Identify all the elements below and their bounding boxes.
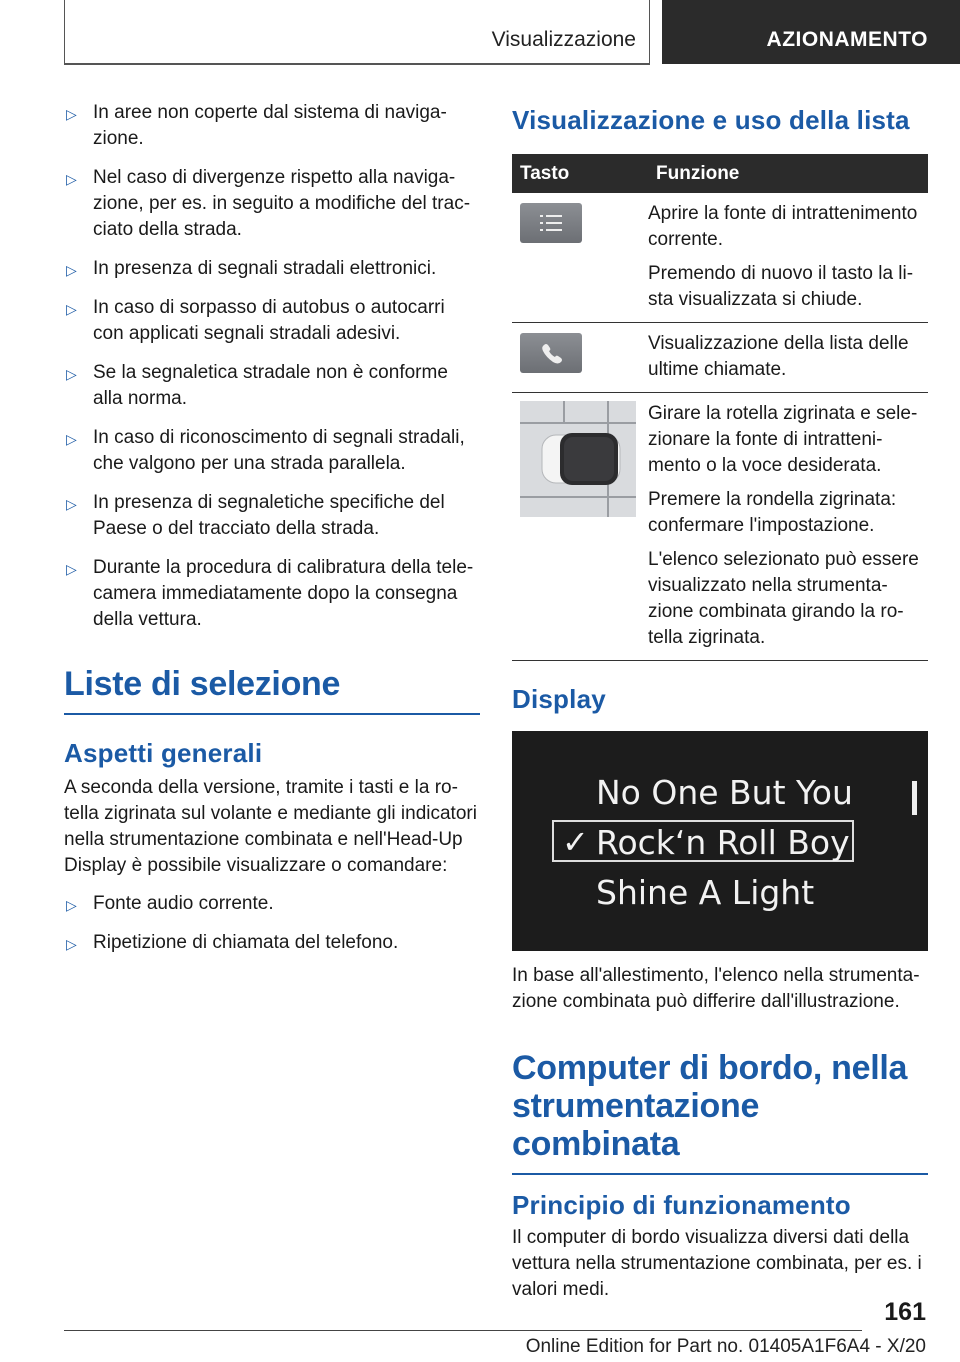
list-item: ▷ Ripetizione di chiamata del telefono. [64, 930, 480, 956]
display-caption: In base all'allestimento, l'elenco nella strumenta-zione combinata può differire dall'illustrazione. [512, 965, 920, 1012]
list-item: ▷ In aree non coperte dal sistema di naviga-zione. [66, 102, 447, 149]
header-chapter-label: AZIONAMENTO [766, 28, 928, 51]
principle-paragraph: Il computer di bordo visualizza diversi dati della vettura nella strumentazione combinata, per es. i valori medi. [512, 1227, 922, 1300]
section-heading-selection-lists: Liste di selezione [64, 665, 341, 703]
bullet-triangle-icon: ▷ [66, 262, 77, 278]
list-item: ▷ In caso di sorpasso di autobus o autocarri con applicati segnali stradali adesivi. [66, 297, 445, 344]
table-cell-text: Premendo di nuovo il tasto la li-sta visualizzata si chiude. [648, 263, 914, 310]
intro-paragraph: A seconda della versione, tramite i tasti e la ro-tella zigrinata sul volante e mediante gli indicatori nella strumentazione combinata e nell'Head-Up Display è possibile visualizzare o comandare: [64, 777, 477, 876]
list-item: ▷ In caso di riconoscimento di segnali stradali, che valgono per una strada parallela. [66, 427, 465, 474]
bullet-triangle-icon: ▷ [66, 171, 77, 187]
list-item: ▷ Durante la procedura di calibratura della tele-camera immediatamente dopo la consegna della vettura. [66, 557, 474, 630]
page-number: 161 [884, 1298, 926, 1326]
phone-button-icon [520, 333, 582, 373]
bullet-triangle-icon: ▷ [66, 301, 77, 317]
table-header-function: Funzione [648, 154, 928, 193]
subheading-list-usage: Visualizzazione e uso della lista [512, 105, 910, 135]
subheading-display: Display [512, 684, 606, 714]
table-cell-text: Premere la rondella zigrinata: confermare l'impostazione. [648, 489, 897, 536]
conditions-list [64, 100, 480, 633]
thumbwheel-icon [520, 401, 636, 517]
list-button-icon [520, 203, 582, 243]
display-list-entry: No One But You [596, 773, 853, 812]
header-left-rule [64, 0, 65, 64]
right-column [512, 100, 928, 1303]
heading-rule [512, 1173, 928, 1175]
display-list-entry: Shine A Light [596, 873, 815, 912]
table-row [512, 393, 928, 661]
instrument-display-image [512, 731, 928, 951]
subheading-general: Aspetti generali [64, 738, 263, 768]
bullet-triangle-icon: ▷ [66, 106, 77, 122]
table-header-row [512, 154, 928, 193]
list-item: ▷ In presenza di segnaletiche specifiche del Paese o del tracciato della strada. [66, 492, 445, 539]
check-icon: ✓ [562, 824, 589, 860]
list-item: ▷ Fonte audio corrente. [64, 891, 480, 917]
footer-rule [64, 1330, 862, 1331]
header-divider [649, 0, 650, 64]
display-scrollbar [912, 781, 917, 815]
subheading-principle: Principio di funzionamento [512, 1190, 851, 1220]
bullet-triangle-icon: ▷ [66, 431, 77, 447]
header-section-title: Visualizzazione [491, 28, 636, 51]
bullet-triangle-icon: ▷ [66, 897, 77, 913]
bullet-triangle-icon: ▷ [66, 936, 77, 952]
controls-list [64, 891, 480, 956]
table-cell-text: Aprire la fonte di intrattenimento corrente. [648, 203, 918, 250]
key-function-table [512, 154, 928, 661]
list-item: ▷ Nel caso di divergenze rispetto alla naviga-zione, per es. in seguito a modifiche del trac-ciato della strada. [66, 167, 471, 240]
bullet-triangle-icon: ▷ [66, 561, 77, 577]
table-cell-text: L'elenco selezionato può essere visualizzato nella strumenta-zione combinata girando la ro-tella zigrinata. [648, 549, 919, 648]
list-item: ▷ In presenza di segnali stradali elettronici. [64, 256, 480, 282]
display-list-entry-selected: Rock‘n Roll Boy [596, 823, 850, 862]
header-bottom-rule [64, 63, 650, 65]
list-item: ▷ Se la segnaletica stradale non è conforme alla norma. [66, 362, 448, 409]
left-column [64, 100, 480, 969]
table-header-key: Tasto [512, 154, 648, 193]
bullet-triangle-icon: ▷ [66, 496, 77, 512]
header-chapter-tab [662, 0, 960, 64]
bullet-triangle-icon: ▷ [66, 366, 77, 382]
table-row [512, 193, 928, 323]
section-heading-onboard-computer: Computer di bordo, nella strumentazione combinata [512, 1049, 908, 1163]
heading-rule [64, 713, 480, 715]
edition-note: Online Edition for Part no. 01405A1F6A4 - X/20 [525, 1336, 926, 1357]
table-row [512, 323, 928, 393]
table-cell-text: Girare la rotella zigrinata e sele-zionare la fonte di intratteni-mento o la voce desiderata. [648, 403, 918, 476]
table-cell-text: Visualizzazione della lista delle ultime chiamate. [648, 333, 909, 380]
